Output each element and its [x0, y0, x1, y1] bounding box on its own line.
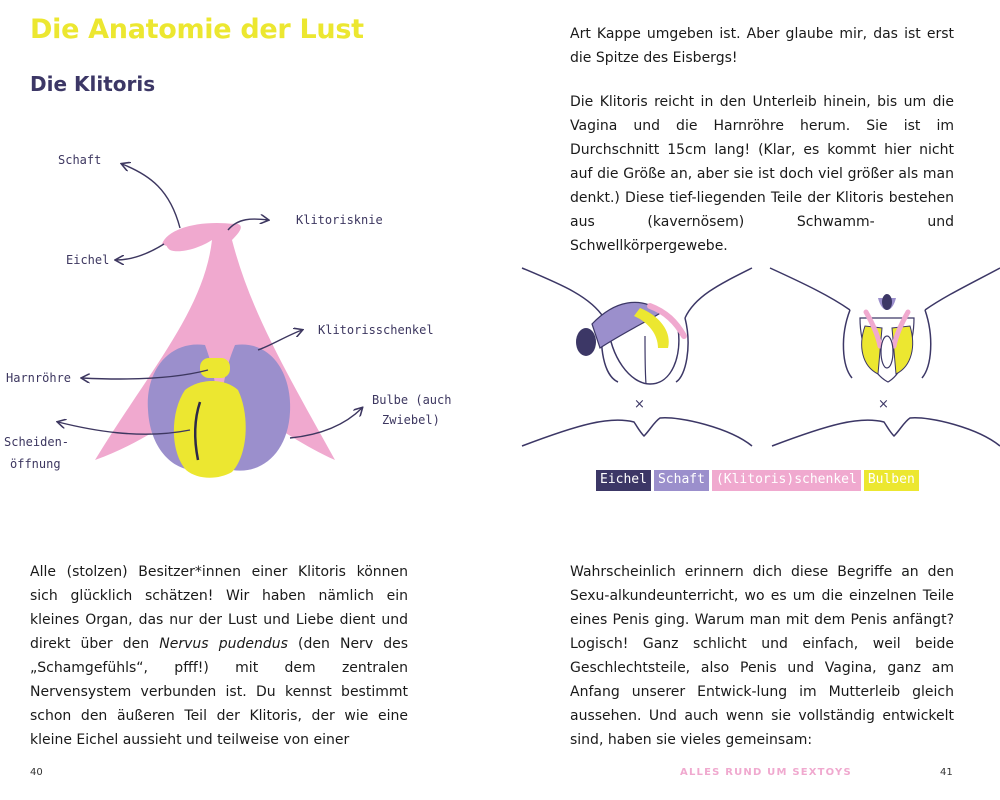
- paragraph-text-2: (den Nerv des „Schamgefühls“, pfff!) mit dem zentralen Nervensystem verbunden ist. Du kennst bestimmt schon den äußeren Teil der Klitoris, der wie eine kleine Eichel aussieht und teilweise von einer: [30, 636, 409, 748]
- label-scheiden-2: öffnung: [10, 457, 61, 471]
- body-paragraph-left: [30, 560, 408, 752]
- marker-x-left: ×: [634, 397, 645, 412]
- page-number-right: 41: [940, 767, 953, 778]
- legend-schenkel: (Klitoris)schenkel: [712, 470, 861, 491]
- vaginal-opening-shape: [174, 381, 246, 478]
- right-page: [500, 0, 1000, 800]
- page-number-left: 40: [30, 767, 43, 778]
- section-title: Die Klitoris: [30, 72, 156, 96]
- body-paragraph-right-bottom: Wahrscheinlich erinnern dich diese Begriffe an den Sexu-alkundeunterricht, wo es um die einzelnen Teile eines Penis ging. Warum man mit dem Penis anfängt? Logisch! Ganz schlicht und einfach, weil beide Geschlechtsteile, also Penis und Vagina, ganz am Anfang unserer Entwick-lung im Mutterleib gleich aussehen. Und auch wenn sie vollständig entwickelt sind, haben sie vieles gemeinsam:: [570, 564, 954, 748]
- label-bulbe-1: Bulbe (auch: [372, 393, 452, 407]
- legend-schaft: Schaft: [654, 470, 709, 491]
- label-harnroehre: Harnröhre: [6, 371, 72, 385]
- comparison-illustration: [500, 256, 1000, 456]
- color-legend: [596, 470, 919, 491]
- paragraph-italic-term: Nervus pudendus: [159, 636, 288, 652]
- harnroehre-shape: [200, 358, 230, 378]
- vulva-cross-section: [770, 268, 1000, 446]
- marker-x-right: ×: [878, 397, 889, 412]
- label-klitorisknie: Klitorisknie: [296, 213, 383, 227]
- penis-cross-section: [522, 268, 752, 446]
- clitoris-diagram: [0, 140, 500, 500]
- label-bulbe-2: Zwiebel): [382, 413, 440, 427]
- label-schaft: Schaft: [58, 153, 102, 167]
- label-scheiden-1: Scheiden-: [4, 435, 70, 449]
- running-head: ALLES RUND UM SEXTOYS: [680, 767, 852, 778]
- label-eichel: Eichel: [66, 253, 110, 267]
- body-paragraph-right-top: Art Kappe umgeben ist. Aber glaube mir, das ist erst die Spitze des Eisbergs!: [570, 26, 954, 66]
- legend-bulben: Bulben: [864, 470, 919, 491]
- paragraph-text-1: Alle (stolzen) Besitzer*innen einer Klitoris können sich glücklich schätzen! Wir haben nämlich ein kleines Organ, das nur der Lust und Liebe dient und direkt über den: [30, 564, 408, 652]
- label-klitorisschenkel: Klitorisschenkel: [318, 323, 434, 337]
- legend-eichel: Eichel: [596, 470, 651, 491]
- chapter-title: Die Anatomie der Lust: [30, 14, 364, 45]
- body-paragraph-right-mid: Die Klitoris reicht in den Unterleib hinein, bis um die Vagina und die Harnröhre herum. Sie ist im Durchschnitt 15cm lang! (Klar, es kommt hier nicht auf die Größe an, aber sie ist doch viel größer als man denkt.) Diese tief-liegenden Teile der Klitoris bestehen aus (kavernösem) Schwamm- und Schwellkörpergewebe.: [570, 94, 954, 254]
